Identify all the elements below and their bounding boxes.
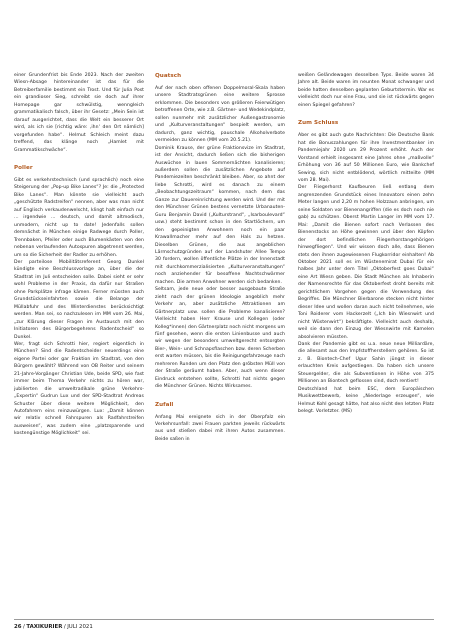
issue-date: JULI 2021 xyxy=(67,624,93,630)
body-paragraph: Der parteilose Mobilitätsreferent Georg Dunkel kündigte eine Beschlussvorlage an, über die der Stadtrat im Juli entscheiden solle. Dabei sieht er sehr wohl Probleme in der Praxis, da dafür nur Straßen ohne Parkplätze infrage kämen. Ferner müssten auch Grundstückseinfahrten sowie die Belange der Müllabfuhr und des Winterdienstes berücksichtigt werden. Man sei, so nachzulesen im MM vom 26. Mai, „zur Klärung dieser Fragen im Austausch mit den Initiatoren des Bürgerbegehrens Radentscheid“ so Dunkel. xyxy=(14,259,144,340)
body-paragraph: Auf der nach oben offenen Doppelmoral-Skala haben unsere Stadtratsgrünen eine weitere Sprosse erklommen. Die besonders von größeren Feierwütigen betroffenen Orte, wie z.B. Gärtner- und Wedekindplatz, sollen nunmehr mit zusätzlicher Außengastronomie und „Kulturveranstaltungen“ bespielt werden, um dadurch, ganz wichtig, pauschale Alkoholverbote vermeiden zu können (MM vom 20.5.21). xyxy=(155,86,285,144)
page-footer xyxy=(14,624,93,631)
footer-rule xyxy=(14,619,434,620)
section-heading-zufall: Zufall xyxy=(155,401,174,408)
body-paragraph: Deutschland hat beim ESC, dem Europäischen Musikwettbewerb, keine „Niederlage erzeugen“, wie Helmut Kohl gesagt hätte, hat also nicht den letzten Platz belegt. Vorletzter. (MS) xyxy=(298,386,434,415)
body-paragraph: Dominik Krause, der grüne Fraktionsvize im Stadtrat, ist der Ansicht, dadurch ließen sich die bisherigen Auswüchse in lauen Sommernächten kanalisieren; außerdem sollen die zusätzlichen Angebote auf Pandemiezeiten beschränkt bleiben. Aber, so ahnt der liebe Schrotti, wird es danach zu einem „Beobachtungszeitraum“ kommen, nach dem das Ganze zur Dauereinrichtung werden wird. Und der mit den Münchner Grünen bestens vernetzte Urbanauten-Guru Benjamin David („Kulturstrand“, „Isarboulevard“ usw.) steht bestimmt schon in den Startlöchern, um den gepeinigten Anwohnern noch ein paar Krawallmacher mehr auf den Hals zu hetzen. Dieselben Grünen, die aus angeblichen Lärmschutzgründen auf der Landshuter Allee Tempo 30 fordern, wollen öffentliche Plätze in der Innenstadt mit durchkommerzialisierten „Kulturveranstaltungen“ noch anziehender für besoffene Nachtschwärmer machen. Die armen Anwohner werden sich bedanken. xyxy=(155,145,285,285)
body-paragraph: Dank der Pandemie gibt es u.a. neue neue Milliardäre, die allesamt aus den Impfstoffherstellern gehören. So ist z. B. Biontech-Chef Ugur Sahin jüngst in dieser erlauchten Kreis aufgestiegen. Da haben sich unsere Steuergelder, die als Subventionen in Höhe von 375 Millionen an Biontech geflossen sind, doch rentiert! xyxy=(298,341,434,385)
text-column-1 xyxy=(14,72,144,438)
body-paragraph: Gibt es verkehrstechnisch (und sprachlich) noch eine Steigerung der „Pop-up Bike Lanes“? Je: die „Protected Bike Lanes“. Man könnte sie vielleicht auch „geschützte Radstreifen“ nennen, aber was man nicht auf Englisch verkaudenwelscht, klingt halt einfach nur … irgendwie … deutsch, und damit altmodisch, unmodern, nicht up to date! Jedenfalls sollen demnächst in München einige Radwege durch Poller, Trennbaken, Pfeiler oder auch Blumenkästen von den nebenan verlaufenden Autospuren abgetrennt werden, um so die Sicherheit der Radler zu erhöhen. xyxy=(14,177,144,258)
section-heading-poller: Poller xyxy=(14,164,33,171)
footer-separator: / xyxy=(63,624,66,630)
body-paragraph: weißen Geländewagen desselben Typs. Beide waren 34 Jahre alt. Beide waren im neunten Monat schwanger und beide hatten denselben geplanten Geburtstermin. War es vielleicht doch nur eine Frau, und sie ist rückwärts gegen einen Spiegel gefahren? xyxy=(298,73,434,108)
body-paragraph: Der Fliegerhorst Kaufbeuren ließ entlang dem angrenzenden Grundstück eines Innovators einen zehn Meter langen und 2,20 m hohen Holzzaun anbringen, um seine Soldaten vor Bienenangriffen (die es doch noch nie gab) zu schützen. Oberst Martin Langer im MM vom 17. Mai: „Damit die Bienen sofort nach Verlassen des Bienenstocks an Höhe gewinnen und über den Köpfen der dort befindlichen Fliegerhorstangehörigen hinwegfliegen“. Und wir wissen doch alle, dass Bienen stets den ihnen zugewiesenen Flugkorridor einhalten! Ab Oktober 2021 soll es im Wüstenemirat Dubai für ein halbes Jahr unter dem Titel „Oktoberfest goes Dubai“ eine Art Wiesn geben. Die Stadt München als Inhaberin der Namensrechte für das Oktoberfest droht bereits mit gerichtlichem Vorgehen gegen die Verwendung des Begriffes. Die Münchner Bierbarone stecken nicht hinter dieser Idee und wollen daran auch nicht teilnehmen, wie Toni Roiderer vom Hackerzelt („Ich bin Wiesnwirt und nicht Wüstenwirt“) bekräftigte. Vielleicht auch deshalb, weil sie dann den Einzug der Wiesnwirte mit Kamelen absolvieren müssten. xyxy=(298,185,434,340)
body-paragraph: Wer, fragt sich Schrotti hier, regiert eigentlich in München? Sind die Radentscheider neuerdings eine eigene Partei oder gar Fraktion im Stadtrat, von den Bürgern gewählt? Während von OB Reiter und seinem 21-Jahre-Vorgänger Christian Ude, beide SPD, wie fast immer beim Thema Verkehr nichts zu hören war, jubilierten die umweltradikale grüne Verkehrs-„Expertin“ Gudrun Lux und der SPD-Stadtrat Andreas Schuster über diese weitere Möglichkeit, den Autofahrern eins reinzuwürgen. Lux: „Damit können wir relativ schnell Fahrspuren als Radfahrstreifen ausweisen“, was zudem eine „platzsparende und kostengünstige Möglichkeit“ sei. xyxy=(14,341,144,437)
body-paragraph: Seltsam, jede neue oder besser ausgebaute Straße zieht nach der grünen Ideologie angeblich mehr Verkehr an, aber zusätzliche Attraktionen am Gärtnerplatz usw. sollen die Probleme kanalisieren? Vielleicht haben Herr Krause und Kollegen (oder Kolleg*innen) den Gärtnerplatz noch nicht morgens um fünf gesehen, wenn die ersten Linienbusse und auch wir wegen der besonders umweltgerecht entsorgten Bier-, Wein- und Schnapsflaschen bzw. deren Scherben erst warten müssen, bis die Reinigungsfahrzeuge nach mehreren Runden um den Platz den gröbsten Müll von der Straße geräumt haben. Aber, auch wenn dieser Eindruck entstehen sollte, Schrotti hat nichts gegen die Münchner Grünen. Nichts Wirksames. xyxy=(155,287,285,390)
body-paragraph: einer Grundenfrist bis Ende 2023. Nach der zweiten Wiesn-Absage hintereinander ist das für die Betreiberfamilie bestimmt ein Trost. Und für Julia Post ein grandioser Sieg, schreibt sie doch auf ihrer Homepage gar schwülstig, wenngleich grammatikalisch falsch, über ihr Gesetz: „Mein Sein ist darauf ausgerichtet, dass die Welt ein besserer Ort wird, als ich sie [richtig wäre: ‚ihn‘ den Ort nämlich] vorgefunden habe“. Helmut Schleich meint dazu treffend, das klänge noch „Hamlet mit Grammatikschwäche“. xyxy=(14,73,144,153)
page-number: 26 xyxy=(14,624,22,630)
magazine-name: TAXIKURIER xyxy=(26,624,63,630)
text-column-2 xyxy=(155,72,285,443)
footer-separator: / xyxy=(23,624,25,630)
section-heading-quatsch: Quatsch xyxy=(155,73,182,79)
body-paragraph: Anfang Mai ereignete sich in der Oberpfalz ein Verkehrsunfall: zwei Frauen parkten jeweils rückwärts aus und stießen dabei mit ihren Autos zusammen. Beide saßen in xyxy=(155,414,285,442)
text-column-3 xyxy=(298,72,434,415)
section-heading-zum-schluss: Zum Schluss xyxy=(298,120,339,127)
body-paragraph: Aber es gibt auch gute Nachrichten: Die Deutsche Bank hat die Bonuszahlungen für ihre Investmentbanker im Pandemiejahr 2020 um 29 Prozent erhöht. Auch der Vorstand erhielt insgesamt eine Jahres ohne „maßvolle“ Erhöhung von 36 auf 50 Millionen Euro, wie Bankchef Sewing, sich nicht entblödend, wörtlich mitteilte (MM vom 28. Mai). xyxy=(298,133,434,183)
